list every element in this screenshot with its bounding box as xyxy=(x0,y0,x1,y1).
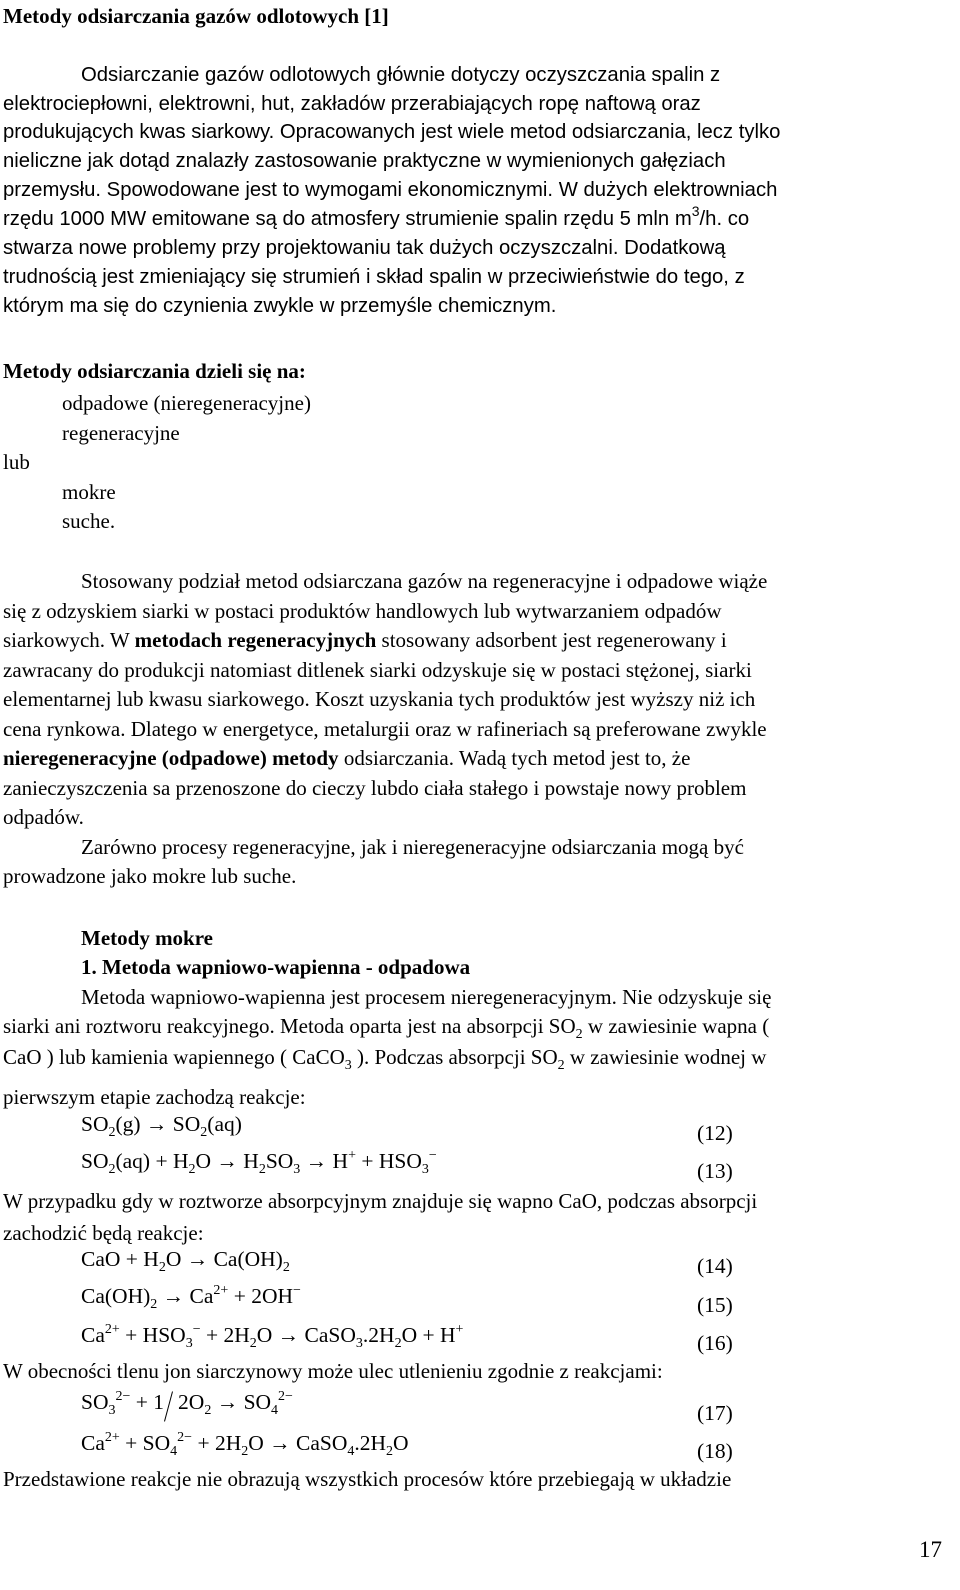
method-item: mokre xyxy=(62,480,116,504)
page-number: 17 xyxy=(919,1537,942,1562)
intro-line-8: trudnością jest zmieniający się strumień i skład spalin w przeciwieństwie do tego, z xyxy=(3,266,745,288)
equation-14: CaO + $H_2O \to Ca(OH)_2$ xyxy=(81,1247,290,1275)
para2-line-5: elementarnej lub kwasu siarkowego. Koszt uzyskania tych produktów jest wyższy niż ich xyxy=(3,687,756,711)
para2-line-3: siarkowych. W metodach regeneracyjnych stosowany adsorbent jest regenerowany i xyxy=(3,628,727,652)
equation-number-16: (16) xyxy=(697,1331,733,1355)
equation-number-12: (12) xyxy=(697,1121,733,1145)
wet-line-1: Metoda wapniowo-wapienna jest procesem nieregeneracyjnym. Nie odzyskuje się xyxy=(81,985,772,1009)
method-item: suche. xyxy=(62,509,116,533)
method-item: regeneracyjne xyxy=(62,421,180,445)
equation-18: $Ca^{2+} + SO_4^{2-} + 2H_2O$ → $CaSO_4.2H_2O$ xyxy=(81,1430,409,1459)
intro-line-1: Odsiarczanie gazów odlotowych głównie dotyczy oczyszczania spalin z xyxy=(81,64,721,86)
intro-line-3: produkujących kwas siarkowy. Opracowanych jest wiele metod odsiarczania, lecz tylko xyxy=(3,121,781,143)
equation-15: $Ca(OH)_2 \to Ca^{2+} + 2OH^-$ xyxy=(81,1283,301,1312)
methods-heading: Metody odsiarczania dzieli się na: xyxy=(3,359,306,383)
wet-line-2: siarki ani roztworu reakcyjnego. Metoda oparta jest na absorpcji $SO_2$ w zawiesinie wapna ( xyxy=(3,1014,770,1042)
wet-line-8: Przedstawione reakcje nie obrazują wszystkich procesów które przebiegają w układzie xyxy=(3,1467,732,1491)
intro-line-6: rzędu 1000 MW emitowane są do atmosfery strumienie spalin rzędu 5 mln $m^3/h$. co xyxy=(3,203,750,230)
para2-line-4: zawracany do produkcji natomiast ditlenek siarki odzyskuje się w postaci stężonej, siarki xyxy=(3,658,752,682)
equation-16: $Ca^{2+} + HSO_3^- + 2H_2O$ → $CaSO_3.2H_2O + H^+$ xyxy=(81,1322,464,1351)
para2-line-6: cena rynkowa. Dlatego w energetyce, metalurgii oraz w rafineriach są preferowane zwykle xyxy=(3,717,767,741)
para2-line-11: prowadzone jako mokre lub suche. xyxy=(3,864,297,888)
equation-number-17: (17) xyxy=(697,1401,733,1425)
intro-line-9: którym ma się do czynienia zwykle w przemyśle chemicznym. xyxy=(3,295,557,317)
equation-number-15: (15) xyxy=(697,1293,733,1317)
para2-line-2: się z odzyskiem siarki w postaci produktów handlowych lub wytwarzaniem odpadów xyxy=(3,599,722,623)
method-1-heading: 1. Metoda wapniowo-wapienna - odpadowa xyxy=(81,955,471,979)
para2-line-7: nieregeneracyjne (odpadowe) metody odsiarczania. Wadą tych metod jest to, że xyxy=(3,746,691,770)
method-item: odpadowe (nieregeneracyjne) xyxy=(62,391,311,415)
para2-line-1: Stosowany podział metod odsiarczana gazów na regeneracyjne i odpadowe wiąże xyxy=(81,569,768,593)
equation-17: $SO_3^{2-} + 1$ $2O_2 \to SO_4^{2-}$ xyxy=(81,1389,293,1418)
page-title: Metody odsiarczania gazów odlotowych [1] xyxy=(3,4,389,28)
equation-number-13: (13) xyxy=(697,1159,733,1183)
wet-line-4: pierwszym etapie zachodzą reakcje: xyxy=(3,1085,306,1109)
wet-line-3: CaO ) lub kamienia wapiennego ( CaCO$_3$ ). Podczas absorpcji $SO_2$ w zawiesinie wodnej w xyxy=(3,1045,767,1073)
intro-line-4: nieliczne jak dotąd znalazły zastosowanie praktyczne w wymienionych gałęziach xyxy=(3,150,726,172)
intro-line-7: stwarza nowe problemy przy projektowaniu tak dużych oczyszczalni. Dodatkową xyxy=(3,237,726,259)
wet-line-6: zachodzić będą reakcje: xyxy=(3,1221,204,1245)
equation-number-14: (14) xyxy=(697,1254,733,1278)
equation-12: $SO_2(g) \to SO_2(aq)$ xyxy=(81,1112,242,1140)
wet-methods-heading: Metody mokre xyxy=(81,926,213,950)
intro-line-2: elektrociepłowni, elektrowni, hut, zakładów przerabiających ropę naftową oraz xyxy=(3,93,701,115)
wet-line-7: W obecności tlenu jon siarczynowy może ulec utlenieniu zgodnie z reakcjami: xyxy=(3,1359,663,1383)
equation-13: $SO_2(aq) + H_2O \to H_2SO_3 \to H^+ + HSO_3^-$ xyxy=(81,1148,437,1177)
wet-line-5: W przypadku gdy w roztworze absorpcyjnym znajduje się wapno CaO, podczas absorpcji xyxy=(3,1189,758,1213)
equation-number-18: (18) xyxy=(697,1439,733,1463)
method-item: lub xyxy=(3,450,30,474)
intro-line-5: przemysłu. Spowodowane jest to wymogami ekonomicznymi. W dużych elektrowniach xyxy=(3,179,778,201)
para2-line-10: Zarówno procesy regeneracyjne, jak i nieregeneracyjne odsiarczania mogą być xyxy=(81,835,744,859)
para2-line-8: zanieczyszczenia sa przenoszone do cieczy lubdo ciała stałego i powstaje nowy problem xyxy=(3,776,747,800)
para2-line-9: odpadów. xyxy=(3,805,84,829)
